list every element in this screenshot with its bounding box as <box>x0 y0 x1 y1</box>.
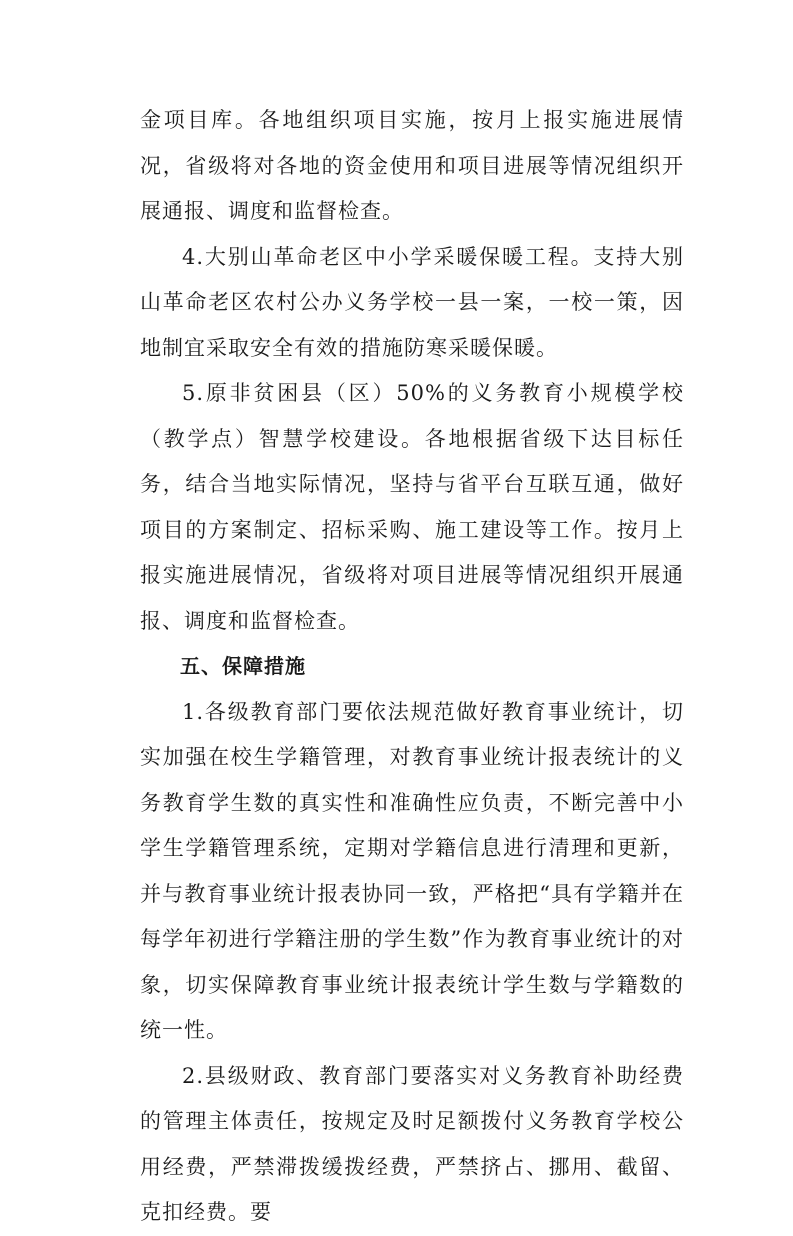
paragraph-item-5-smart-school: 5.原非贫困县（区）50%的义务教育小规模学校（教学点）智慧学校建设。各地根据省级下达目标任务，结合当地实际情况，坚持与省平台互联互通，做好项目的方案制定、招标采购、施工建设等工作。按月上报实施进展情况，省级将对项目进展等情况组织开展通报、调度和监督检查。 <box>140 381 684 633</box>
paragraph-safeguard-2-funding: 2.县级财政、教育部门要落实对义务教育补助经费的管理主体责任，按规定及时足额拨付义务教育学校公用经费，严禁滞拨缓拨经费，严禁挤占、挪用、截留、克扣经费。要 <box>140 1063 684 1224</box>
paragraph-safeguard-1-statistics: 1.各级教育部门要依法规范做好教育事业统计，切实加强在校生学籍管理，对教育事业统计报表统计的义务教育学生数的真实性和准确性应负责，不断完善中小学生学籍管理系统，定期对学籍信息进行清理和更新，并与教育事业统计报表协同一致，严格把“具有学籍并在每学年初进行学籍注册的学生数”作为教育事业统计的对象，切实保障教育事业统计报表统计学生数与学籍数的统一性。 <box>140 699 684 1042</box>
section-heading-safeguards: 五、保障措施 <box>180 654 306 678</box>
paragraph-project-library: 金项目库。各地组织项目实施，按月上报实施进展情况，省级将对各地的资金使用和项目进展等情况组织开展通报、调度和监督检查。 <box>140 108 684 223</box>
document-body <box>140 98 684 1236</box>
paragraph-item-4-heating: 4.大别山革命老区中小学采暖保暖工程。支持大别山革命老区农村公办义务学校一县一案，一校一策，因地制宜采取安全有效的措施防寒采暖保暖。 <box>140 244 684 360</box>
